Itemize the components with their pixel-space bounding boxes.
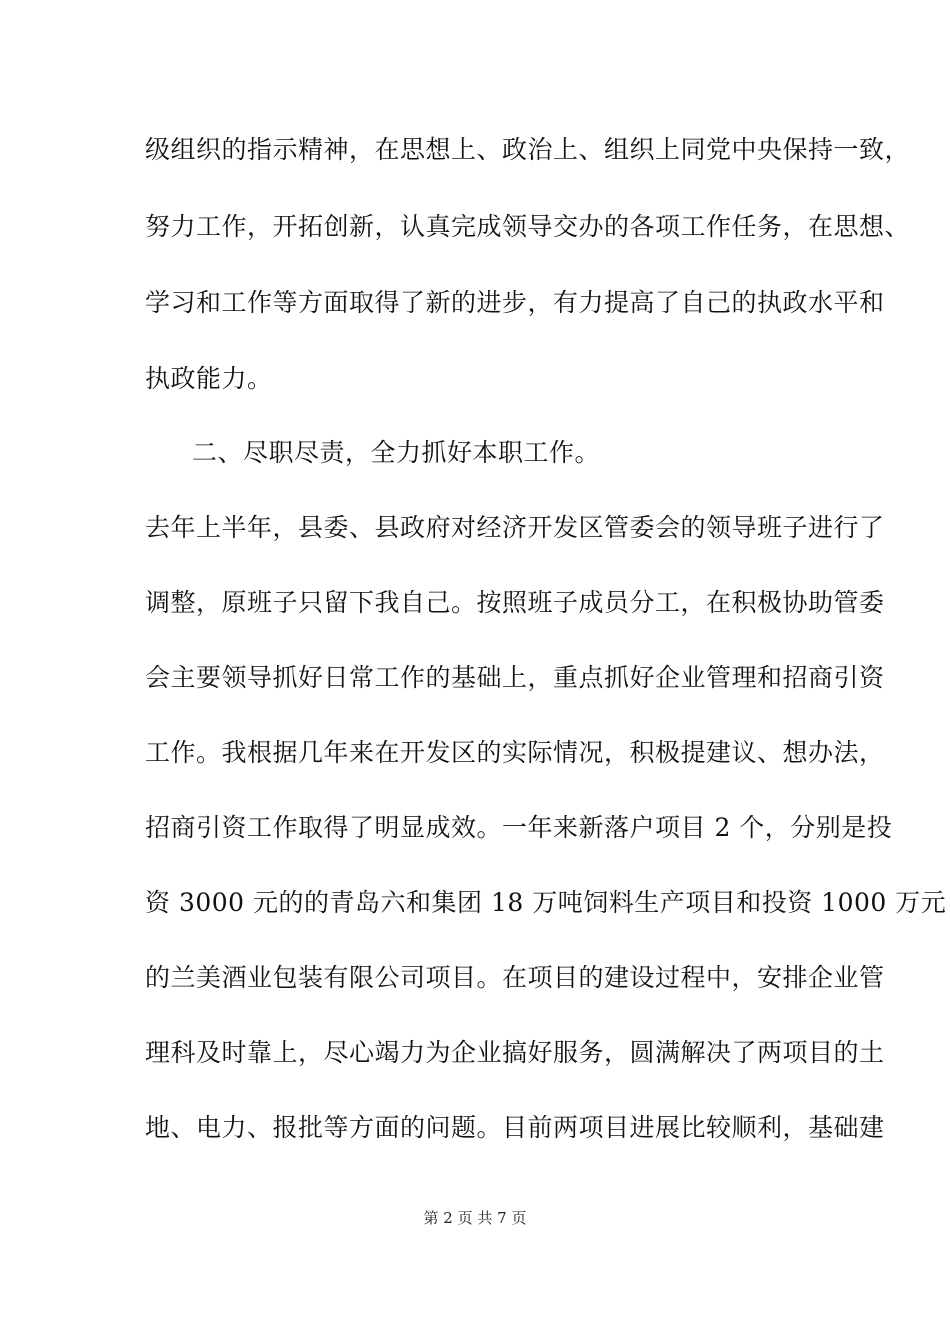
text-line: 会主要领导抓好日常工作的基础上，重点抓好企业管理和招商引资	[145, 663, 885, 692]
text-line: 招商引资工作取得了明显成效。一年来新落户项目 2 个，分别是投	[145, 813, 893, 842]
section-heading: 二、尽职尽责，全力抓好本职工作。	[192, 438, 601, 467]
page-number-footer: 第 2 页 共 7 页	[423, 1209, 527, 1227]
text-line: 工作。我根据几年来在开发区的实际情况，积极提建议、想办法，	[145, 738, 885, 767]
text-line: 去年上半年，县委、县政府对经济开发区管委会的领导班子进行了	[145, 513, 885, 542]
text-line: 执政能力。	[145, 364, 273, 393]
text-line: 的兰美酒业包装有限公司项目。在项目的建设过程中，安排企业管	[145, 963, 885, 992]
text-line: 资 3000 元的的青岛六和集团 18 万吨饲料生产项目和投资 1000 万元	[145, 888, 947, 917]
text-line: 地、电力、报批等方面的问题。目前两项目进展比较顺利，基础建	[145, 1113, 885, 1142]
text-line: 理科及时靠上，尽心竭力为企业搞好服务，圆满解决了两项目的土	[145, 1038, 885, 1067]
text-line: 学习和工作等方面取得了新的进步，有力提高了自己的执政水平和	[145, 288, 885, 317]
text-line: 级组织的指示精神，在思想上、政治上、组织上同党中央保持一致，	[145, 135, 911, 164]
text-line: 调整，原班子只留下我自己。按照班子成员分工，在积极协助管委	[145, 588, 885, 617]
text-line: 努力工作，开拓创新，认真完成领导交办的各项工作任务，在思想、	[145, 212, 911, 241]
